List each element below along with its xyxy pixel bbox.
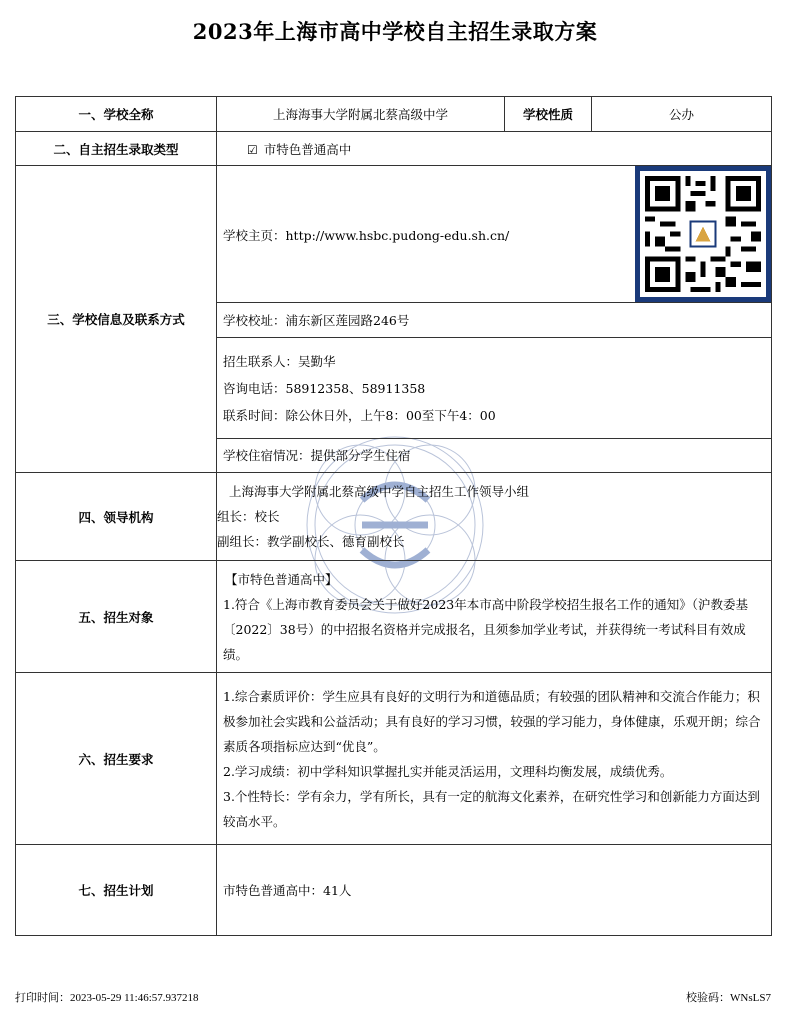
school-name-value: 上海海事大学附属北蔡高级中学: [217, 97, 505, 132]
requirements-label: 六、招生要求: [16, 673, 217, 845]
leadership-group-title: 上海海事大学附属北蔡高级中学自主招生工作领导小组: [229, 484, 530, 499]
requirement-item: 3.个性特长：学有余力，学有所长，具有一定的航海文化素养，在研究性学习和创新能力方面达到较高水平。: [223, 788, 760, 829]
deputy-leader-text: 副组长：教学副校长、德育副校长: [217, 534, 405, 549]
group-leader-text: 组长：校长: [217, 509, 280, 524]
document-title: 2023年上海市高中学校自主招生录取方案: [192, 19, 598, 44]
row-leadership: [16, 473, 772, 561]
school-info-label: 三、学校信息及联系方式: [16, 166, 217, 473]
homepage-cell: [217, 166, 772, 303]
admission-plan-table: [15, 96, 772, 936]
school-name-label: 一、学校全称: [16, 97, 217, 132]
target-cell: [217, 561, 772, 673]
target-heading: 【市特色普通高中】: [225, 571, 338, 587]
row-plan: [16, 845, 772, 936]
row-school-info: [16, 166, 772, 303]
checked-box-icon: ☑: [247, 142, 258, 157]
plan-label: 七、招生计划: [16, 845, 217, 936]
row-admission-type: [16, 132, 772, 166]
row-requirements: [16, 673, 772, 845]
plan-text: 市特色普通高中：41人: [217, 845, 772, 936]
target-text: 1.符合《上海市教育委员会关于做好2023年本市高中阶段学校招生报名工作的通知》（沪教委基〔2022〕38号）的中招报名资格并完成报名，且须参加学业考试，并获得统一考试科目有效成绩。: [223, 596, 748, 662]
check-code: 校验码：WNsLS7: [686, 992, 771, 1004]
admission-type-label: 二、自主招生录取类型: [16, 132, 217, 166]
print-time: 打印时间：2023-05-29 11:46:57.937218: [15, 992, 199, 1004]
requirement-item: 1.综合素质评价：学生应具有良好的文明行为和道德品质；有较强的团队精神和交流合作能力；积极参加社会实践和公益活动；具有良好的学习习惯，较强的学习能力，身体健康，乐观开朗；综合素质各项指标应达到“优良”。: [223, 688, 761, 754]
requirements-cell: [217, 673, 772, 845]
admission-type-value: 市特色普通高中: [263, 141, 352, 157]
qr-code-icon: [640, 171, 766, 297]
contact-person-text: 招生联系人：吴勤华: [223, 353, 336, 369]
target-label: 五、招生对象: [16, 561, 217, 673]
admission-type-cell: [217, 132, 772, 166]
phone-text: 咨询电话：58912358、58911358: [223, 380, 426, 396]
school-nature-label: 学校性质: [505, 97, 592, 132]
address-text: 学校校址：浦东新区莲园路246号: [217, 303, 772, 338]
row-target: [16, 561, 772, 673]
leadership-cell: [217, 473, 772, 561]
row-school-name: [16, 97, 772, 132]
contact-cell: [217, 338, 772, 439]
housing-text: 学校住宿情况：提供部分学生住宿: [217, 439, 772, 473]
school-nature-value: 公办: [592, 97, 772, 132]
qr-code-frame: [635, 166, 771, 302]
homepage-text: 学校主页：http://www.hsbc.pudong-edu.sh.cn/: [223, 228, 510, 243]
requirement-item: 2.学习成绩：初中学科知识掌握扎实并能灵活运用，文理科均衡发展，成绩优秀。: [223, 763, 673, 779]
hours-text: 联系时间：除公休日外，上午8：00至下午4：00: [223, 407, 496, 423]
leadership-label: 四、领导机构: [16, 473, 217, 561]
